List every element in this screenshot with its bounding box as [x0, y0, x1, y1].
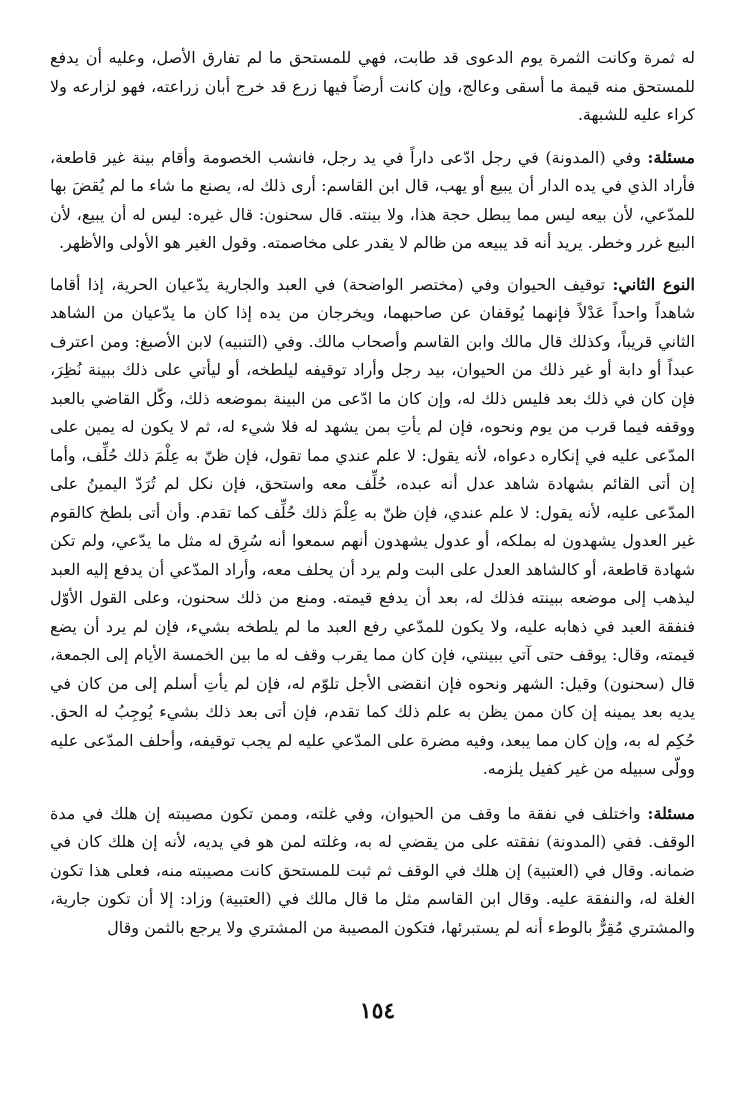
paragraph-heading: النوع الثاني:	[612, 274, 695, 294]
paragraph-text: وفي (المدونة) في رجل ادّعى داراً في يد رجل، فانشب الخصومة وأقام بينة غير قاطعة، فأراد الذي في يده الدار أن يبيع أو يهب، قال ابن القاسم: أرى ذلك له، يصنع ما شاء ما لم يُقضَ بها للمدّعي، لأن بيعه ليس مما يبطل حجة هذا، ولا بينته. قال سحنون: قال غيره: ليس له أن يبيع، لأن البيع غرر وخطر. يريد أنه قد يبيعه من ظالم لا يقدر على مخاصمته. وقول الغير هو الأولى والأظهر.	[50, 147, 696, 252]
paragraph-animal-upkeep	[50, 800, 695, 943]
page-number: ١٥٤	[359, 998, 396, 1024]
paragraph-fruit-ruling	[50, 44, 695, 130]
paragraph-text: واختلف في نفقة ما وقف من الحيوان، وفي غلته، وممن تكون مصيبته إن هلك في مدة الوقف. ففي (المدونة) نفقته على من يقضي له به، وغلته لمن هو في يديه، لأنه إن هلك كان في ضمانه. وقال في (العتبية) إن هلك في الوقف ثم ثبت للمستحق كانت مصيبته منه، فعلى هذا تكون الغلة له، والنفقة عليه. وقال ابن القاسم مثل ما قال مالك في (العتبية) وزاد: إلا أن تكون جارية، والمشتري مُقِرٌّ بالوطء أنه لم يستبرئها، فتكون المصيبة من المشتري ولا يرجع بالثمن وقال	[50, 803, 695, 937]
paragraph-text: له ثمرة وكانت الثمرة يوم الدعوى قد طابت، فهي للمستحق ما لم تفارق الأصل، وعليه أن يدفع للمستحق منه قيمة ما أسقى وعالج، وإن كانت أرضاً فيها زرع قد خرج أبان زراعته، فهو لزارعه ولا كراء عليه للشبهة.	[50, 48, 695, 124]
paragraph-heading: مسئلة:	[647, 803, 695, 823]
paragraph-text: توقيف الحيوان وفي (مختصر الواضحة) في العبد والجارية يدّعيان الحرية، إذا أقاما شاهداً واحداً عَدْلاً فإنهما يُوقفان عن صاحبهما، ويخرجان من يده إذا كان ما يدّعيان من الشاهد الثاني قريباً، وكذلك قال مالك وابن القاسم وأصحاب مالك. وفي (التنبيه) لابن الأصبغ: ومن اعترف عبداً أو دابة أو غير ذلك من الحيوان، بيد رجل وأراد توقيفه ليلطخه، أو ليأتي على ذلك ببينة نُظِرَ، فإن كان في ذلك بعد فليس ذلك له، وإن كان ما ادّعى من البينة بموضعه ذلك، وكّل القاضي بالعبد ووقفه فيما قرب من يوم ونحوه، فإن لم يأتِ بمن يشهد له فلا شيء له، ثم لا يكون له يمين على المدّعى عليه في إنكاره دعواه، لأنه يقول: لا علم عندي مما تقول، فإن ظنّ به عِلْمَ ذلك حُلِّف، وأما إن أتى القائم بشهادة شاهد عدل أنه عبده، حُلِّف معه واستحق، فإن نكل لم تُرَدّ اليمينُ على المدّعى عليه، لأنه يقول: لا علم عندي، فإن ظنّ به عِلْمَ ذلك حُلِّف كما تقدم. وأن أتى بلطخ كالقوم غير العدول يشهدون له بملكه، أو عدول يشهدون أنهم سمعوا أنه سُرِق له مثل ما يدّعي، ولم تكن شهادة قاطعة، أو كالشاهد العدل على البت ولم يرد أن يحلف معه، وأراد المدّعي أن يدفع إليه العبد ليذهب إلى موضعه ببينته فذلك له، بعد أن يدفع قيمته. ومنع من ذلك سحنون، وعلى القول الأوّل فنفقة العبد في ذهابه عليه، ولا يكون للمدّعي رفع العبد ما لم يلطخه بشيء، فإن لم يرد أن يضع قيمته، وقال: يوقف حتى آتي ببينتي، فإن كان مما يقرب وقف له ما بين الخمسة الأيام إلى الجمعة، قال (سحنون) وقيل: الشهر ونحوه فإن انقضى الأجل تلوّم له، فإن لم يأتِ أسلم إلى من كان في يديه بعد يمينه إن كان ممن يظن به علم ذلك كما تقدم، فإن أتى بعد ذلك بشيء يُوجِبُ له الحق. حُكِم له به، وإن كان مما يبعد، وفيه مضرة على المدّعي عليه لم يجب توقيفه، وأحلف المدّعى عليه وولّى سبيله من غير كفيل يلزمه.	[50, 274, 696, 778]
paragraph-second-type	[50, 271, 695, 784]
paragraph-heading: مسئلة:	[647, 147, 695, 167]
paragraph-mudawwana-house	[50, 144, 695, 258]
